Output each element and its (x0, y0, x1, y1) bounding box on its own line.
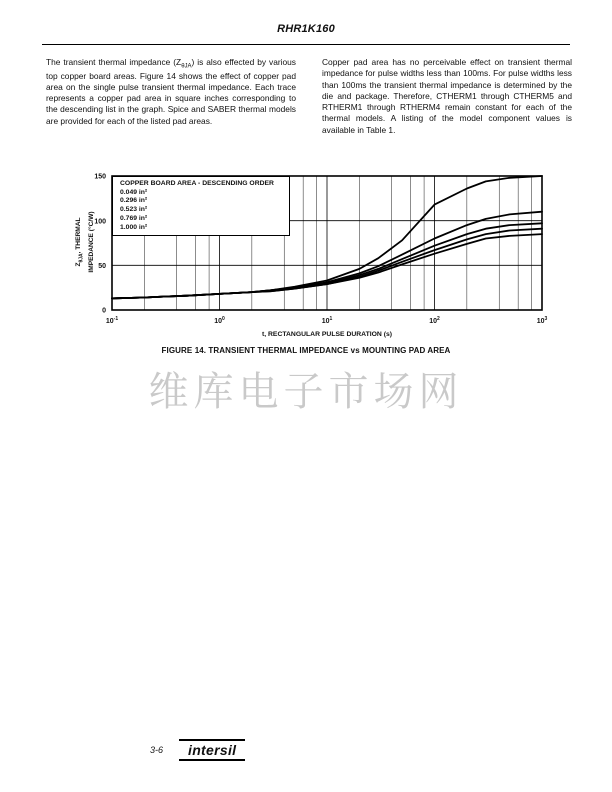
legend-item: 0.049 in² (120, 188, 148, 196)
page-title: RHR1K160 (277, 23, 335, 35)
paragraph-left-text: The transient thermal impedance (Z (46, 57, 182, 67)
svg-text:10-1: $10^{-1}$ (105, 316, 119, 325)
header-rule (42, 44, 570, 45)
paragraph-right: Copper pad area has no perceivable effect on transient thermal impedance for pulse widths less than 100ms. For pulse widths less than 100ms the transient thermal impedance is determined by the die and package. Therefore, CTHERM1 through CTHERM5 and RTHERM1 through RTHERM4 remain constant for each of the thermal models. A listing of the model component values is available in Table 1. (322, 57, 572, 135)
y-axis-title-sub: θJA (78, 253, 85, 263)
figure-14-chart (50, 170, 570, 342)
paragraph-left-text-rest: ) is also effected by various top copper board areas. Figure 14 shows the effect of copper pad area on the single pulse transient thermal impedance. Each trace represents a copper pad area in square inches corresponding to the descending list in the graph. Spice and SABER thermal models are provided for each of the listed pad areas. (46, 57, 296, 126)
page-number: 3-6 (150, 745, 164, 755)
svg-text:103: $10^3$ (536, 316, 548, 325)
svg-text:101: $10^1$ (321, 316, 333, 325)
svg-text:102: $10^2$ (429, 316, 440, 325)
intersil-logo: intersil (179, 739, 245, 761)
page-footer (150, 739, 245, 761)
legend-title: COPPER BOARD AREA - DESCENDING ORDER (120, 180, 274, 187)
legend-item: 0.769 in² (120, 214, 148, 222)
legend-item: 0.296 in² (120, 197, 148, 205)
svg-text:t, RECTANGULAR PULSE DURATION: t, RECTANGULAR PULSE DURATION (s) (261, 331, 393, 338)
paragraph-left (46, 57, 296, 127)
svg-text:0: 0 (102, 307, 106, 315)
figure-caption: FIGURE 14. TRANSIENT THERMAL IMPEDANCE vs MOUNTING PAD AREA (161, 346, 451, 355)
svg-text:50: 50 (98, 262, 106, 270)
y-axis-title (74, 182, 94, 302)
legend-item: 0.523 in² (120, 206, 148, 214)
legend-item: 1.000 in² (120, 223, 148, 231)
y-axis-title-line2: IMPEDANCE (°C/W) (87, 211, 95, 273)
svg-text:150: 150 (94, 173, 106, 181)
y-axis-title-pre: Z (75, 262, 82, 267)
watermark-text: 维库电子市场网 (148, 370, 464, 414)
y-axis-title-line1: , THERMAL (75, 217, 82, 254)
svg-text:100: $10^0$ (214, 316, 225, 325)
chart-legend (112, 176, 290, 236)
theta-ja-subscript: θJA (181, 63, 192, 70)
svg-text:100: 100 (94, 218, 106, 226)
